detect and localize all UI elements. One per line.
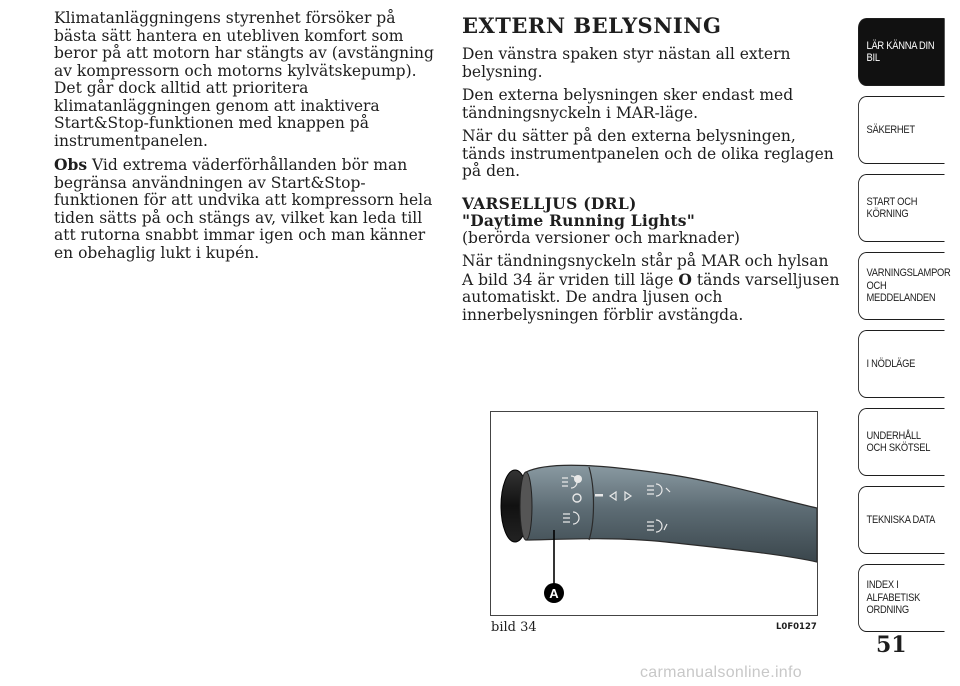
- right-paragraph-1: Den vänstra spaken styr nästan all extern belysning.: [462, 45, 791, 81]
- section-title: EXTERN BELYSNING: [462, 13, 722, 38]
- tab-underhall-och-skotsel[interactable]: [858, 408, 945, 476]
- tab-label: UNDERHÅLL OCH SKÖTSEL: [866, 429, 931, 454]
- tab-sakerhet[interactable]: [858, 96, 945, 164]
- tab-tekniska-data[interactable]: [858, 486, 945, 554]
- tab-lar-kanna-din-bil[interactable]: [858, 18, 945, 86]
- tab-label: TEKNISKA DATA: [866, 513, 936, 526]
- marker-bar: [595, 494, 603, 497]
- right-column: [462, 10, 840, 330]
- right-paragraph-3: När du sätter på den externa belysningen, tänds instrumentpanelen och de olika reglagen på den.: [462, 127, 834, 180]
- p4-end: tänds varselljusen automatiskt. De andra ljusen och innerbelysningen förblir avstängda.: [462, 270, 840, 324]
- light-stalk-illustration: [491, 412, 817, 615]
- subsection-note: (berörda versioner och marknader): [462, 228, 740, 247]
- page-number: 51: [876, 632, 907, 658]
- tab-label: VARNINGSLAMPOR OCH MEDDELANDEN: [866, 267, 951, 305]
- watermark: carmanualsonline.info: [640, 664, 802, 681]
- figure-code: L0F0127: [776, 622, 817, 632]
- note-label: Obs: [54, 155, 88, 174]
- note-text: Vid extrema väderförhållanden bör man begränsa användningen av Start&Stop-funktionen för att undvika att kompressorn hela tiden sätts på och stängs av, vilket kan leda till att rutorna snabbt immar igen och man känner en obehaglig lukt i kupén.: [54, 156, 433, 262]
- tab-label: START OCH KÖRNING: [866, 195, 918, 220]
- tab-label: SÄKERHET: [866, 123, 915, 136]
- tab-label: INDEX I ALFABETISK ORDNING: [866, 579, 921, 617]
- p4-bold: O: [678, 269, 692, 289]
- chapter-sidebar: [858, 18, 960, 617]
- tab-start-och-korning[interactable]: [858, 174, 945, 242]
- stalk-end-ring: [520, 472, 532, 540]
- p4-start: När tändningsnyckeln står på MAR och hylsan A bild 34 är vriden till läge: [462, 252, 829, 289]
- right-paragraph-4: [462, 253, 840, 324]
- left-note: [54, 156, 438, 262]
- tab-index[interactable]: [858, 564, 945, 632]
- figure-box: [490, 411, 818, 616]
- left-column: [54, 10, 438, 268]
- tab-label: LÄR KÄNNA DIN BIL: [866, 39, 935, 64]
- tab-varningslampor[interactable]: [858, 252, 951, 320]
- tab-label: I NÖDLÄGE: [866, 357, 916, 370]
- subsection-subtitle: "Daytime Running Lights": [462, 211, 696, 230]
- left-paragraph-1: Klimatanläggningens styrenhet försöker på bästa sätt hantera en utebliven komfort som beror på att motorn har stängts av (avstängning av kompressorn och motorns kylvätskepump). Det går dock alltid att prioritera klimatanläggningen genom att inaktivera Start&Stop-funktionen med knappen på instrumentpanelen.: [54, 9, 434, 150]
- tab-i-nodlage[interactable]: [858, 330, 945, 398]
- figure-caption: bild 34: [491, 620, 537, 635]
- callout-label: A: [549, 586, 559, 601]
- right-paragraph-2: Den externa belysningen sker endast med tändningsnyckeln i MAR-läge.: [462, 86, 794, 122]
- subsection-title: VARSELLJUS (DRL): [462, 193, 637, 213]
